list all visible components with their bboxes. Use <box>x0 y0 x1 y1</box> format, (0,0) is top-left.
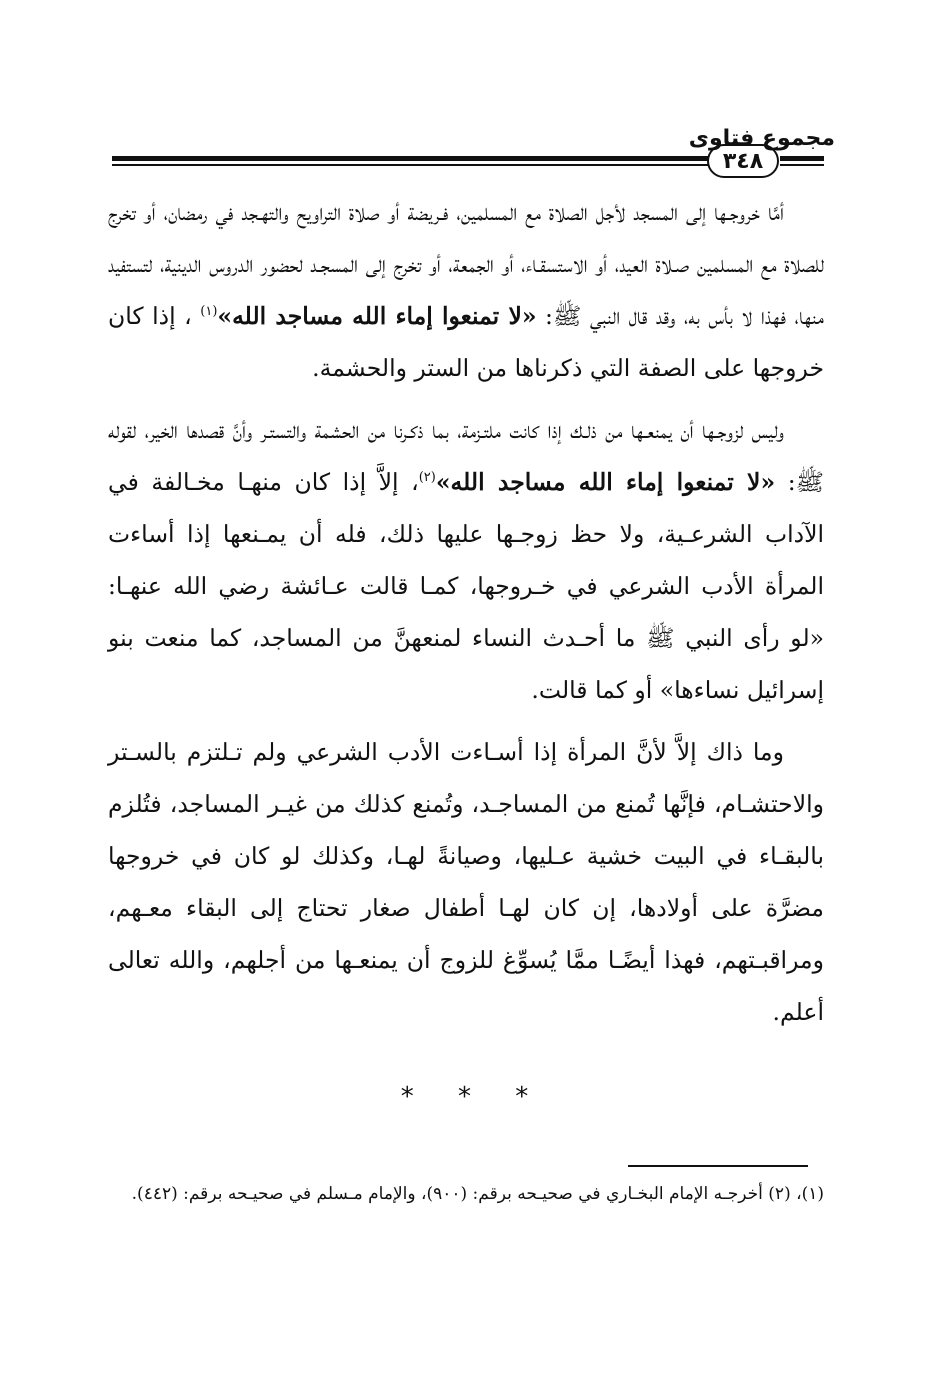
body-text <box>108 186 824 1048</box>
section-separator: * * * <box>400 1082 547 1112</box>
paragraph-2 <box>108 404 824 716</box>
paragraph-2-text: وليس لزوجـها أن يمنعـها من ذلـك إذا كانت ملتـزمة، بما ذكـرنا من الحشمة والتستـر وأنَّ قصدها الخير، لقوله ﷺ: <box>108 416 825 496</box>
page-header-title: مجموع فتاوى <box>688 126 835 151</box>
hadith-quote-1: «لا تمنعوا إماء الله مساجد الله» <box>217 302 537 330</box>
paragraph-1 <box>108 186 824 394</box>
footnote: (١)، (٢) أخرجـه الإمام البخـاري في صحيـحه برقم: (٩٠٠)، والإمام مـسلم في صحيـحه برقم: (٤٤٢). <box>131 1184 824 1204</box>
header-rule-thick <box>112 156 708 161</box>
header-rule-thin <box>112 164 708 166</box>
header-rule-right-thin <box>780 164 824 166</box>
paragraph-3: وما ذاك إلاَّ لأنَّ المرأة إذا أسـاءت الأدب الشرعي ولم تـلتزم بالسـتر والاحتشـام، فإنَّها تُمنع من المساجـد، وتُمنع كذلك من غيـر المساجد، فتُلزم بالبقـاء في البيت خشية عـليها، وصيانةً لهـا، وكذلك لو كان في خروجها مضرَّة على أولادها، إن كان لهـا أطفال صغار تحتاج إلى البقاء معـهم، ومراقبـتهم، فهذا أيضًـا ممَّا يُسوِّغ للزوج أن يمنعـها من أجلهم، والله تعالى أعلم. <box>108 738 824 1026</box>
footnote-ref-2: (٢) <box>418 470 436 486</box>
paragraph-1-end: ، إذا كان خروجها على الصفة التي ذكرناها من الستر والحشمة. <box>108 302 824 382</box>
paragraph-2-end: ، إلاَّ إذا كان منهـا مخـالفة في الآداب الشرعـية، ولا حظ زوجـها عليها ذلك، فله أن يمـنعها إذا أساءت المرأة الأدب الشرعي في خـروجها، كمـا قالت عـائشة رضي الله عنهـا: «لو رأى النبي ﷺ ما أحـدث النساء لمنعهنَّ من المساجد، كما منعت بنو إسرائيل نساءها» أو كما قالت. <box>108 468 824 704</box>
hadith-quote-2: «لا تمنعوا إماء الله مساجد الله» <box>435 468 776 496</box>
paragraph-1-text: أمَّا خروجـها إلى المسجد لأجل الصلاة مع المسلمين، فـريضة أو صلاة التراويح والتهـجد في رمضان، أو تخرج للصلاة مع المسلمين صـلاة العيد، أو الاستسقـاء، أو الجمعة، أو تخرج إلى المسجـد لحضور الدروس الدينية، لتستفيد منها، فهذا لا بأس به، وقد قال النبي ﷺ: <box>108 198 824 330</box>
footnote-ref-1: (١) <box>200 304 218 320</box>
header-rule-right-thick <box>780 156 824 161</box>
page-number-badge: ٣٤٨ <box>707 144 779 178</box>
footnote-rule <box>628 1165 808 1167</box>
